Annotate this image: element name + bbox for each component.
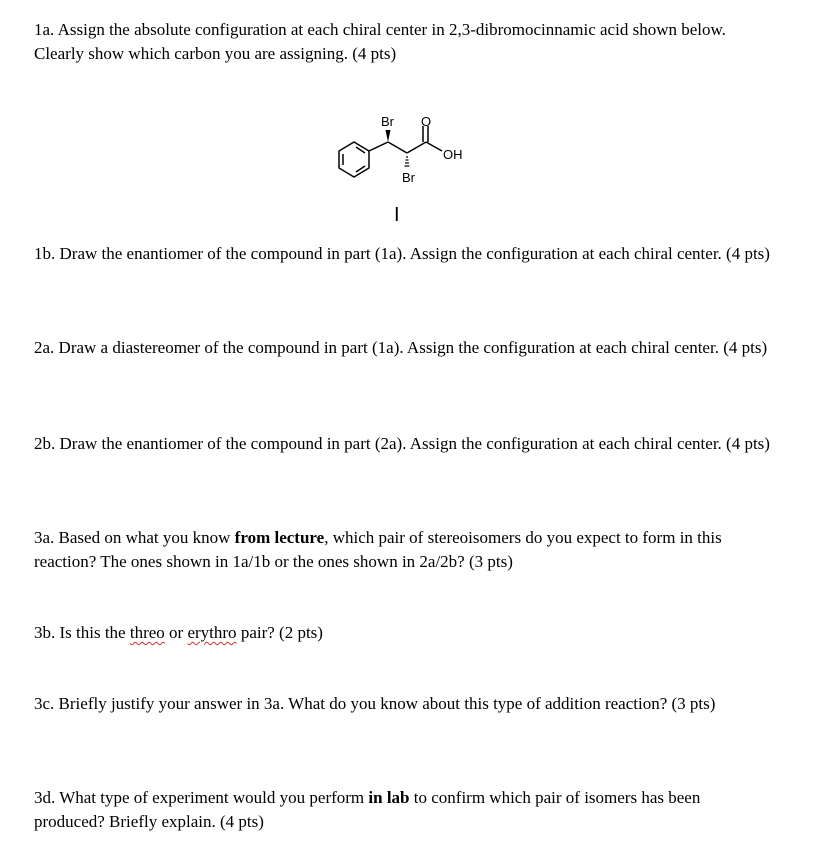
carbon-chain xyxy=(369,126,442,153)
question-1b: 1b. Draw the enantiomer of the compound in part (1a). Assign the configuration at each chiral center. (4 pts) xyxy=(34,244,770,263)
q3d-text-pre: 3d. What type of experiment would you perform xyxy=(34,788,369,807)
atom-br-top: Br xyxy=(381,114,394,129)
question-2a: 2a. Draw a diastereomer of the compound in part (1a). Assign the configuration at each chiral center. (4 pts) xyxy=(34,338,768,357)
question-3b xyxy=(34,621,774,645)
q3d-emphasis: in lab xyxy=(368,788,410,807)
q3a-text-pre: 3a. Based on what you know xyxy=(34,528,235,547)
question-3d xyxy=(34,786,774,834)
q3b-text-pre: 3b. Is this the xyxy=(34,623,130,642)
hashed-bond xyxy=(405,157,410,166)
structure-label: I xyxy=(394,204,400,226)
q3b-text-post: pair? (2 pts) xyxy=(236,623,323,642)
dibromocinnamic-acid-structure xyxy=(325,110,475,190)
q3b-word-threo: threo xyxy=(129,623,165,642)
question-1a: 1a. Assign the absolute configuration at each chiral center in 2,3-dibromocinnamic acid shown below. Clearly show which carbon you are assigning. (4 pts) xyxy=(34,20,726,63)
q3d-text-post: to confirm which pair of isomers has been produced? Briefly explain. (4 pts) xyxy=(34,788,701,831)
q3b-word-erythro: erythro xyxy=(187,623,237,642)
benzene-ring xyxy=(339,142,369,177)
q3b-text-mid: or xyxy=(164,623,188,642)
q3a-emphasis: from lecture xyxy=(234,528,325,547)
q3a-text-post: , which pair of stereoisomers do you expect to form in this reaction? The ones shown in 1a/1b or the ones shown in 2a/2b? (3 pts) xyxy=(34,528,722,571)
question-2b: 2b. Draw the enantiomer of the compound in part (2a). Assign the configuration at each chiral center. (4 pts) xyxy=(34,434,770,453)
wedge-bond xyxy=(386,130,391,142)
question-3a xyxy=(34,526,774,574)
atom-br-bottom: Br xyxy=(402,170,415,185)
atom-o: O xyxy=(421,114,432,129)
question-3c: 3c. Briefly justify your answer in 3a. What do you know about this type of addition reaction? (3 pts) xyxy=(34,694,716,713)
atom-oh: OH xyxy=(443,147,463,162)
